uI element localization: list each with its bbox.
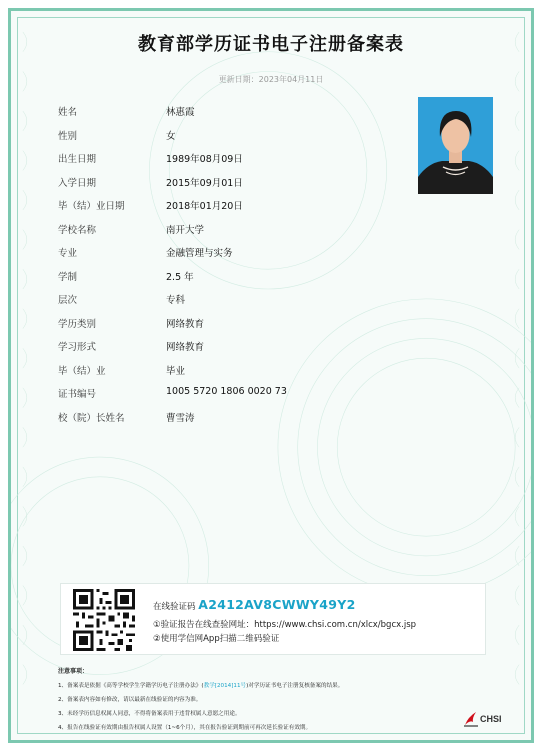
field-value: 1005 5720 1806 0020 73 — [166, 386, 287, 397]
field-label: 学制 — [58, 271, 78, 283]
field-value: 女 — [166, 130, 176, 142]
field-value: 金融管理与实务 — [166, 248, 233, 259]
field-label: 出生日期 — [58, 154, 97, 165]
field-row-enrollment-date — [58, 175, 358, 193]
field-row-study-form — [58, 339, 358, 357]
field-label: 校（院）长姓名 — [58, 412, 125, 424]
verification-code-line — [153, 597, 356, 612]
note-text: )对学历证书电子注册复核备案的结果。 — [246, 683, 344, 689]
note-item-2: 2、备案表内容如有修改，请以最新在线验证的内容为准。 — [58, 697, 202, 703]
field-row-graduation-date — [58, 198, 358, 216]
field-label: 专业 — [58, 248, 78, 259]
field-value: 专科 — [166, 295, 186, 306]
note-item-4: 4、报告在线验证有效期由报告权属人设置（1~6个月），其在报告验证到期前可再次延长验证有效期。 — [58, 725, 312, 731]
verification-box — [60, 583, 486, 655]
field-row-name — [58, 104, 358, 122]
field-row-education-type — [58, 316, 358, 334]
note-item-3: 3、未经学历信息权属人同意，不得将备案表用于违背权属人意愿之用途。 — [58, 711, 241, 717]
field-row-completion — [58, 363, 358, 381]
note-item-1 — [58, 681, 343, 689]
field-value: 2018年01月20日 — [166, 201, 243, 212]
field-value: 毕业 — [166, 365, 186, 377]
verification-code: A2412AV8CWWY49Y2 — [198, 597, 356, 612]
field-value: 2.5 年 — [166, 271, 194, 283]
field-value: 曹雪涛 — [166, 412, 195, 424]
field-row-major — [58, 245, 358, 263]
note-text: 1、备案表是依据《高等学校学生学籍学历电子注册办法》( — [58, 683, 204, 689]
field-label: 学习形式 — [58, 342, 97, 353]
field-label: 毕（结）业 — [58, 365, 106, 377]
field-value: 网络教育 — [166, 342, 205, 353]
notes-section — [58, 666, 344, 731]
field-row-certificate-number — [58, 386, 358, 404]
logo-text: CHSI — [480, 714, 502, 724]
field-value: 2015年09月01日 — [166, 177, 243, 189]
verification-code-prefix: 在线验证码 — [153, 602, 196, 612]
chsi-flame-icon — [462, 708, 482, 728]
field-value: 南开大学 — [166, 224, 205, 236]
field-row-birth-date — [58, 151, 358, 169]
updated-date: 更新日期：2023年04月11日 — [218, 75, 324, 84]
id-photo — [418, 97, 493, 194]
field-row-gender — [58, 128, 358, 146]
field-label: 入学日期 — [58, 177, 97, 189]
field-row-duration — [58, 269, 358, 287]
field-label: 学校名称 — [58, 224, 97, 236]
qr-code-icon[interactable] — [73, 589, 135, 651]
verification-app-line: ②使用学信网App扫描二维码验证 — [153, 634, 280, 644]
field-value: 1989年08月09日 — [166, 154, 243, 165]
document-title: 教育部学历证书电子注册备案表 — [138, 34, 404, 55]
field-value: 网络教育 — [166, 318, 205, 330]
field-row-level — [58, 292, 358, 310]
field-label: 学历类别 — [58, 318, 97, 330]
field-label: 毕（结）业日期 — [58, 201, 125, 212]
verification-url-line: ①验证报告在线查验网址：https://www.chsi.com.cn/xlcx/bgcx.jsp — [153, 620, 417, 630]
field-row-school — [58, 222, 358, 240]
field-label: 性别 — [58, 130, 78, 142]
field-value: 林惠霞 — [166, 107, 195, 118]
notes-title: 注意事项： — [58, 668, 89, 675]
chsi-logo — [462, 708, 512, 730]
regulation-link[interactable]: 教学[2014]11号 — [203, 683, 247, 689]
field-label: 姓名 — [58, 107, 78, 118]
field-row-president — [58, 410, 358, 428]
field-label: 证书编号 — [58, 389, 97, 400]
field-label: 层次 — [58, 295, 78, 306]
